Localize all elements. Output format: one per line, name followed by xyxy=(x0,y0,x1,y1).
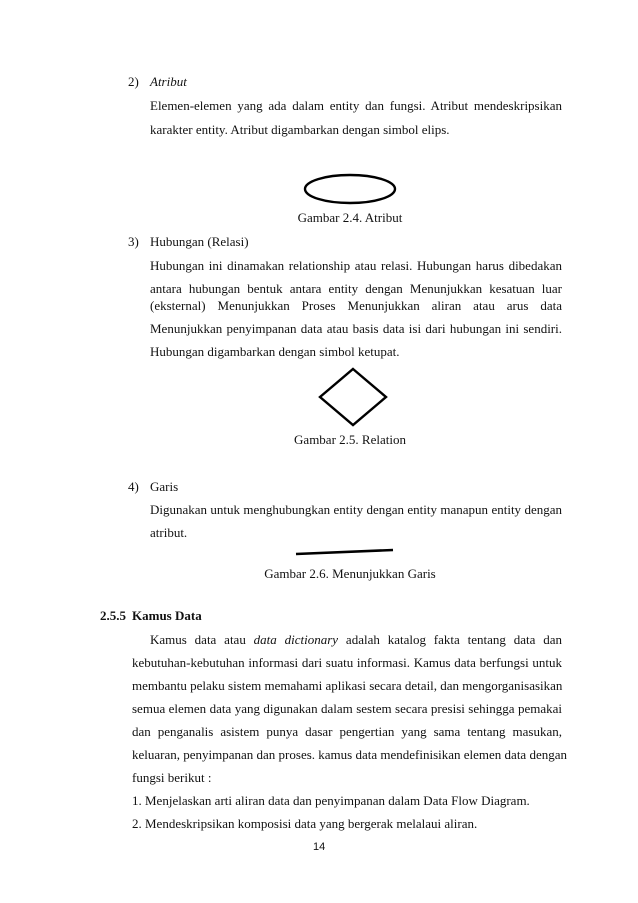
body-line: antara hubungan bentuk antara entity dengan Menunjukkan kesatuan luar xyxy=(150,281,562,296)
body-line: Elemen-elemen yang ada dalam entity dan fungsi. Atribut mendeskripsikan xyxy=(150,98,562,113)
para-italic-term: data dictionary xyxy=(253,632,339,647)
figure-caption: Gambar 2.4. Atribut xyxy=(297,210,403,225)
body-line: Digunakan untuk menghubungkan entity dengan entity manapun entity dengan xyxy=(150,502,562,517)
ellipse-symbol xyxy=(302,172,398,206)
figure-caption: Gambar 2.6. Menunjukkan Garis xyxy=(264,566,436,581)
item-number: 3) xyxy=(128,234,139,249)
item-number: 2) xyxy=(128,74,139,89)
body-line: karakter entity. Atribut digambarkan dengan simbol elips. xyxy=(150,122,450,137)
list-item: 1. Menjelaskan arti aliran data dan penyimpanan dalam Data Flow Diagram. xyxy=(132,793,530,808)
body-line: (eksternal) Menunjukkan Proses Menunjukkan aliran atau arus data xyxy=(150,298,562,313)
item-title-hubungan: Hubungan (Relasi) xyxy=(150,234,249,249)
body-line: Menunjukkan penyimpanan data atau basis data isi dari hubungan ini sendiri. xyxy=(150,321,562,336)
section-title: Kamus Data xyxy=(132,608,202,623)
body-line: membantu pelaku sistem memahami aplikasi secara detail, dan mengorganisasikan xyxy=(132,678,563,693)
body-line: keluaran, penyimpanan dan proses. kamus data mendefinisikan elemen data dengan xyxy=(132,747,567,762)
page-number: 14 xyxy=(313,841,326,853)
list-item: 2. Mendeskripsikan komposisi data yang bergerak melalaui aliran. xyxy=(132,816,478,831)
body-line: Hubungan ini dinamakan relationship atau relasi. Hubungan harus dibedakan xyxy=(150,258,562,273)
section-number: 2.5.5 xyxy=(100,608,126,623)
para-text: adalah katalog fakta tentang data dan xyxy=(338,632,563,647)
figure-caption: Gambar 2.5. Relation xyxy=(294,432,406,447)
line-symbol xyxy=(294,546,396,558)
item-title-atribut: Atribut xyxy=(150,74,187,89)
para-text: Kamus data atau xyxy=(150,632,254,647)
paragraph-first-line xyxy=(150,632,562,648)
item-number: 4) xyxy=(128,479,139,494)
body-line: Hubungan digambarkan dengan simbol ketupat. xyxy=(150,344,400,359)
body-line: atribut. xyxy=(150,525,188,540)
diamond-symbol xyxy=(316,366,390,428)
body-line: fungsi berikut : xyxy=(132,770,212,785)
item-title-garis: Garis xyxy=(150,479,179,494)
body-line: semua elemen data yang digunakan dalam sestem secara presisi sehingga pemakai xyxy=(132,701,562,716)
body-line: dan penganalis asistem punya dasar pengertian yang sama tentang masukan, xyxy=(132,724,562,739)
body-line: kebutuhan-kebutuhan informasi dari suatu informasi. Kamus data berfungsi untuk xyxy=(132,655,562,670)
